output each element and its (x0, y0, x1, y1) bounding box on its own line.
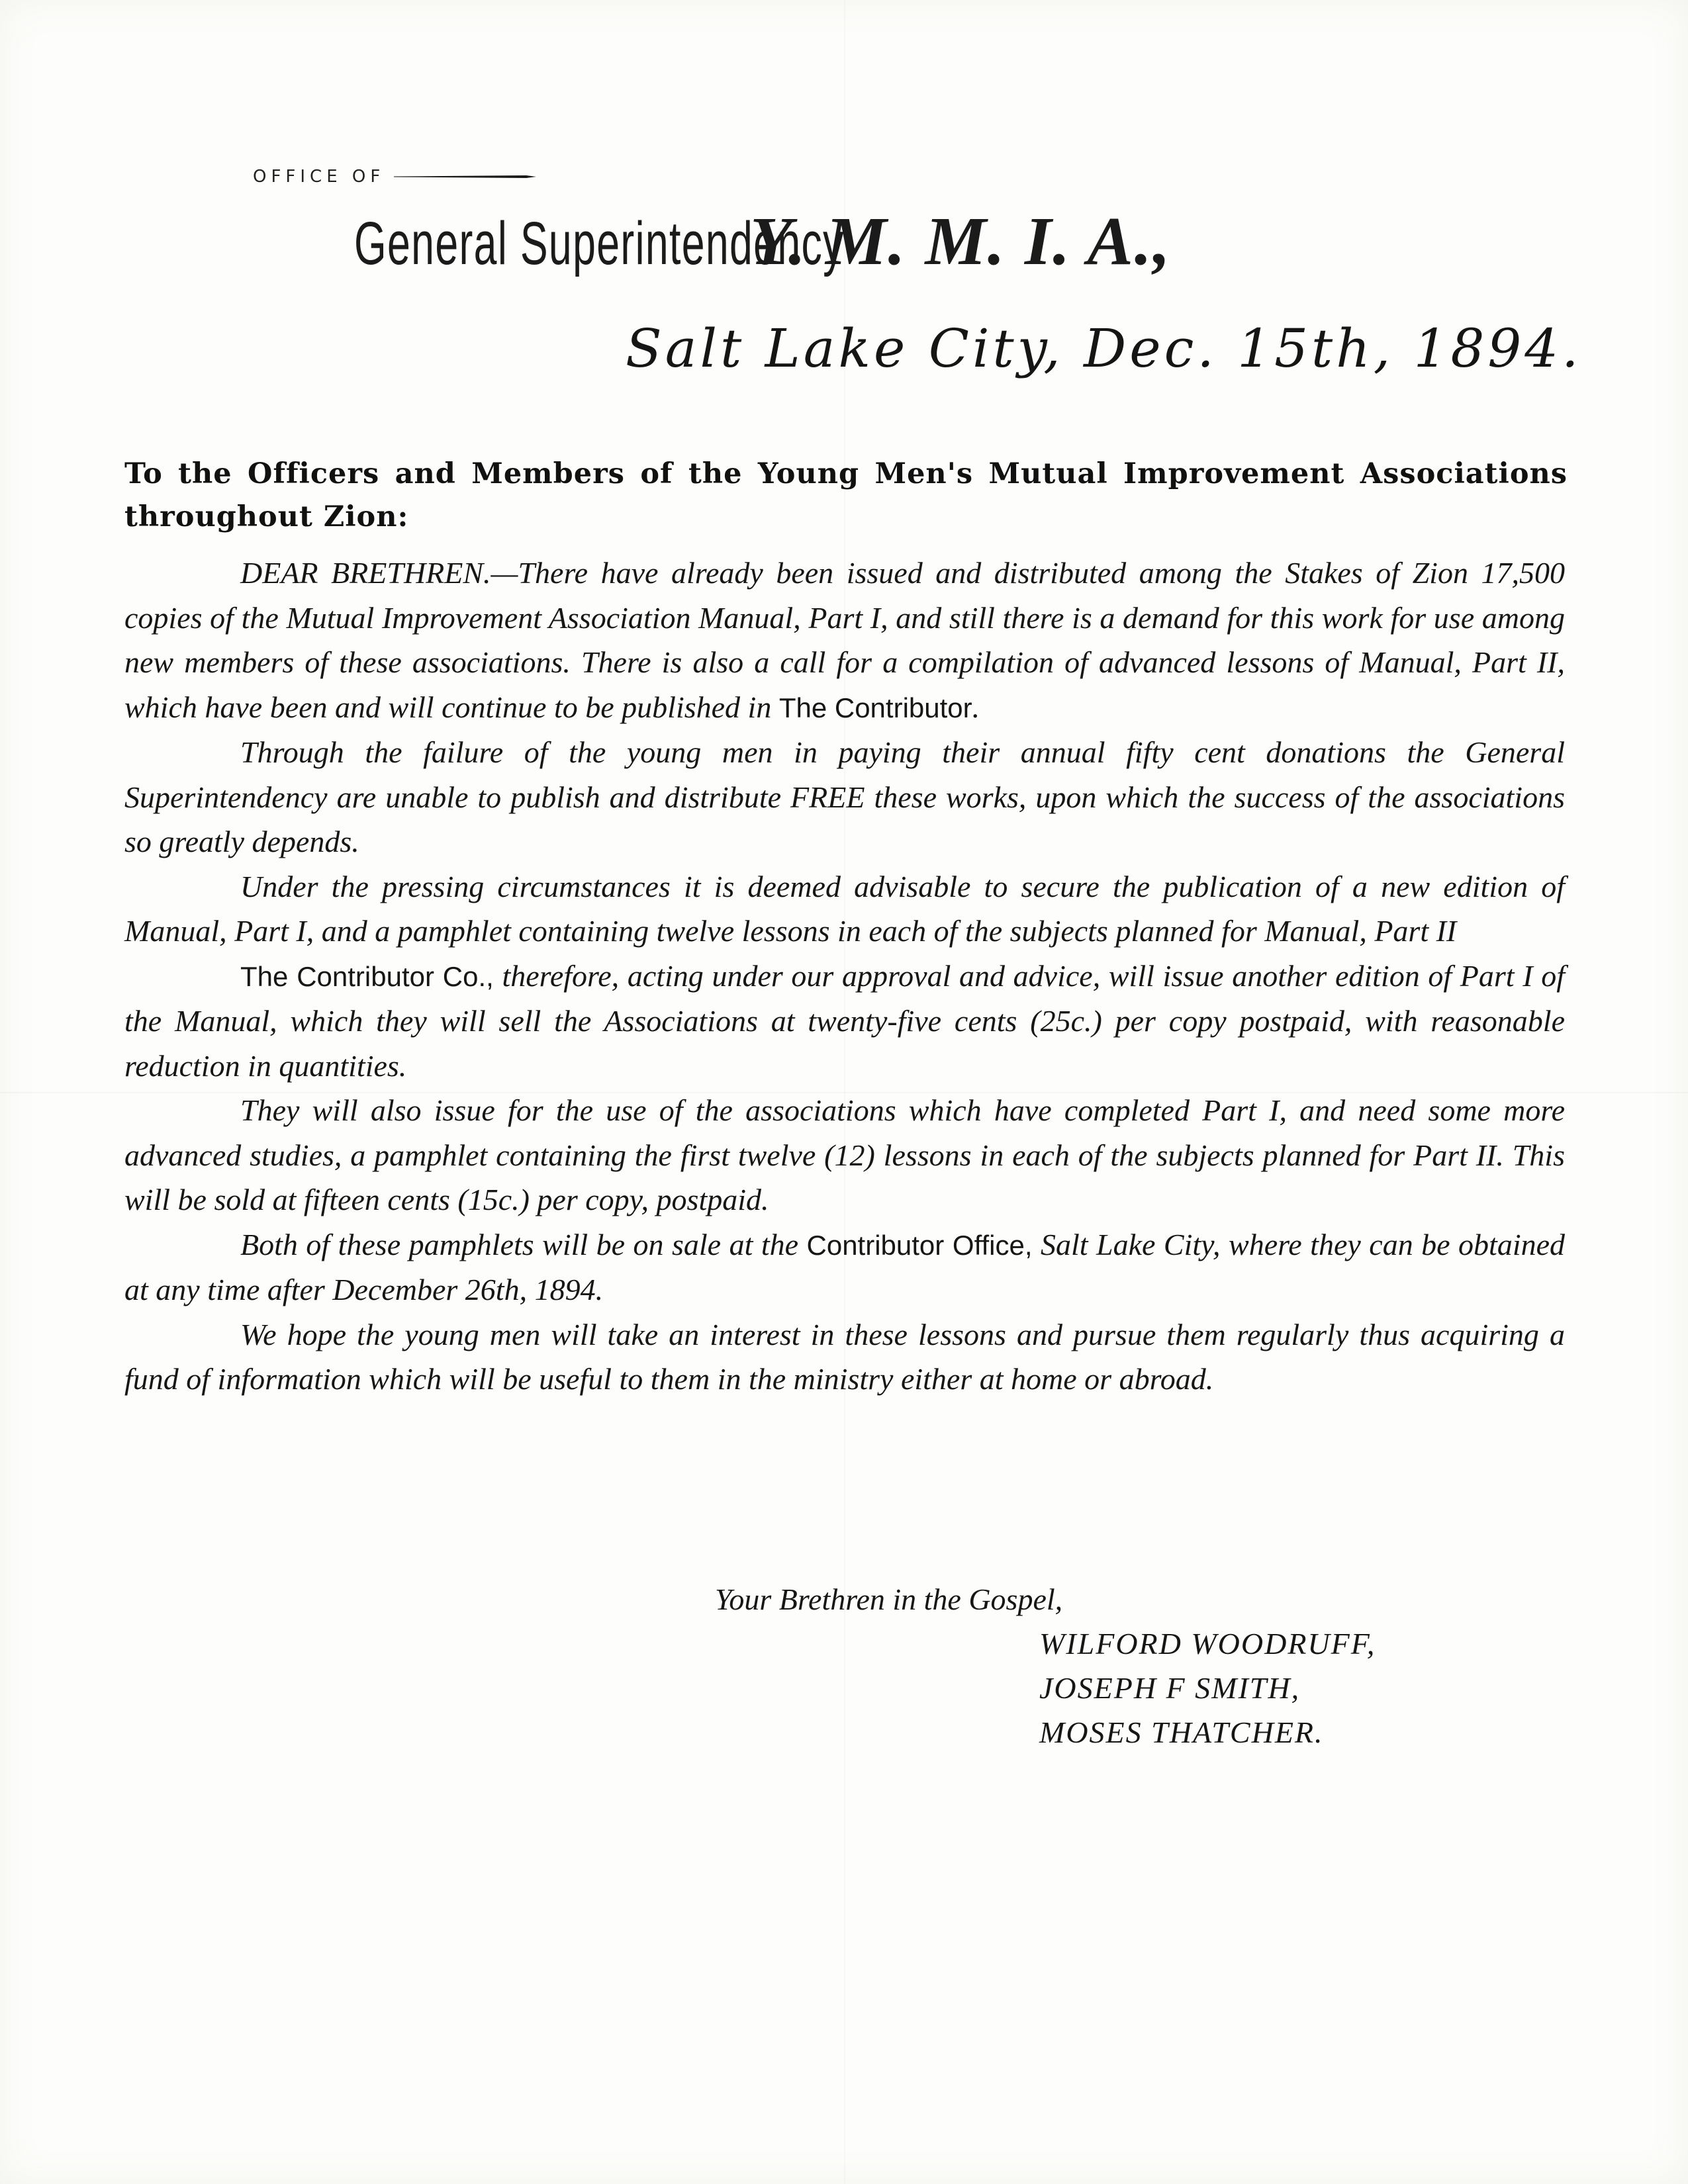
paragraph-1 (124, 551, 1565, 730)
paragraph-1-text: DEAR BRETHREN.—There have already been issued and distributed among the Stakes of Zion 17,500 copies of the Mutual Improvement Association Manual, Part I, and still there is a demand for this work for use among new members of these associations. There is also a call for a compilation of advanced lessons of Manual, Part II, which have been and will continue to be published in (124, 556, 1565, 724)
signatory-1: WILFORD WOODRUFF, (1039, 1627, 1376, 1661)
org-name: General Superintendency (354, 210, 845, 277)
signatory-3: MOSES THATCHER. (1039, 1715, 1324, 1749)
paragraph-6-end: Salt Lake City, where they can be obtained at any time after December 26th, 1894. (124, 1227, 1566, 1306)
signatory-2: JOSEPH F SMITH, (1039, 1671, 1301, 1705)
letterhead-title (354, 202, 1413, 281)
salutation: To the Officers and Members of the Young Men's Mutual Improvement Associations throughout Zion: (124, 457, 1568, 533)
publisher-name: The Contributor Co., (240, 960, 494, 992)
office-label: OFFICE OF (253, 167, 385, 187)
paragraph-4 (124, 954, 1565, 1089)
place-and-date: Salt Lake City, Dec. 15th, 1894. (626, 318, 1582, 379)
paragraph-5: They will also issue for the use of the associations which have completed Part I, and need some more advanced studies, a pamphlet containing the first twelve (12) lessons in each of the subjects planned for Part II. This will be sold at fifteen cents (15c.) per copy, postpaid. (124, 1093, 1565, 1216)
office-name: Contributor Office, (806, 1229, 1033, 1261)
office-rule (394, 175, 536, 179)
paragraph-3: Under the pressing circumstances it is deemed advisable to secure the publication of a new edition of Manual, Part I, and a pamphlet containing twelve lessons in each of the subjects planned for Manual, Part II (124, 869, 1565, 948)
paragraph-4-text: therefore, acting under our approval and advice, will issue another edition of Part I of the Manual, which they will sell the Associations at twenty-five cents (25c.) per copy postpaid, with reasonable reduction in quantities. (124, 958, 1565, 1083)
closing-line: Your Brethren in the Gospel, (715, 1582, 1063, 1616)
paragraph-7: We hope the young men will take an interest in these lessons and pursue them regularly thus acquiring a fund of information which will be useful to them in the ministry either at home or abroad. (124, 1317, 1565, 1396)
letter-body (124, 551, 1565, 1402)
paragraph-6-text: Both of these pamphlets will be on sale at the (240, 1227, 799, 1261)
paragraph-2: Through the failure of the young men in paying their annual fifty cent donations the General Superintendency are unable to publish and distribute FREE these works, upon which the success of the associations so greatly depends. (124, 735, 1565, 858)
publication-name: The Contributor (778, 692, 972, 723)
paragraph-1-end: . (972, 690, 980, 724)
org-initials: Y. M. M. I. A., (750, 203, 1172, 279)
paragraph-6 (124, 1222, 1565, 1312)
